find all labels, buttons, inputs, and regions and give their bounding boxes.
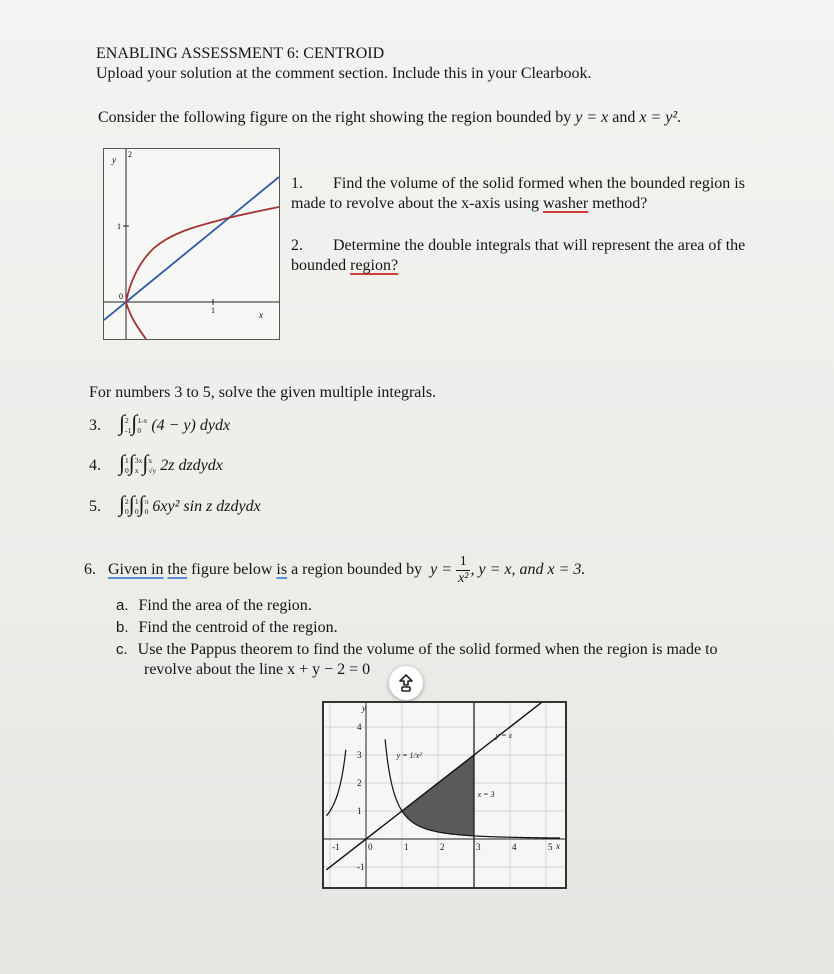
q6-fraction <box>456 554 470 587</box>
intro-end: . <box>677 109 682 126</box>
q6a-label: a. <box>116 597 129 614</box>
q1-washer-word: washer <box>542 195 589 212</box>
figure1-graph <box>104 149 279 339</box>
question-1-line2 <box>291 195 647 213</box>
fig2-curve-label: y = 1/x² <box>396 750 422 760</box>
fig1-y-label: y <box>112 155 116 165</box>
figure2-graph <box>324 703 565 887</box>
q1-text-line1: Find the volume of the solid formed when the bounded region is <box>333 175 745 192</box>
fig1-x-label: x <box>259 310 263 320</box>
fig1-tick-x1-label: 1 <box>211 306 215 315</box>
figure-region-yx-xy2 <box>103 148 280 340</box>
q6-number: 6. <box>84 561 96 578</box>
share-upload-icon <box>396 673 416 693</box>
q6-rest: , y = x, and x = 3. <box>470 561 586 578</box>
fig2-x-tick-label: 4 <box>512 842 517 852</box>
p5-middle-lower: 0 <box>134 507 139 517</box>
fig2-y-tick-label: -1 <box>357 862 365 872</box>
intro-lead: Consider the following figure on the right showing the region bounded by <box>98 109 572 126</box>
fig1-origin-label: 0 <box>119 292 123 301</box>
q6c-label: c. <box>116 641 128 658</box>
fig2-x-axis-label: x <box>556 841 560 851</box>
fig1-curve-upper <box>126 207 279 302</box>
intro-eq1: y = x <box>575 109 609 126</box>
p3-outer-upper: 2 <box>125 416 129 426</box>
q6a-text: Find the area of the region. <box>138 597 312 614</box>
problem-5: 5. ∫ 2 0 ∫ 1 0 ∫ π 0 6xy² sin z dzdydx <box>89 491 261 517</box>
p5-integrand: 6xy² sin z dzdydx <box>152 498 261 515</box>
fig2-x-tick-label: -1 <box>332 842 340 852</box>
q6b-label: b. <box>116 619 129 636</box>
q6-part-a <box>116 597 312 615</box>
p4-middle-upper: 3x <box>134 456 143 466</box>
fig2-line-label: y = x <box>495 731 513 741</box>
p3-inner-lower: 0 <box>137 426 142 436</box>
q2-region-word: region? <box>350 257 399 274</box>
q6-figure-below: figure below <box>191 561 273 578</box>
p4-outer-upper: 1 <box>125 456 129 466</box>
p4-middle-lower: x <box>134 466 139 476</box>
fig2-vline-label: x = 3 <box>477 790 495 799</box>
intro-sentence <box>98 109 681 127</box>
fig1-tick-y2-label: 2 <box>128 150 132 159</box>
p3-inner-upper: 1-x <box>137 416 148 426</box>
question-6 <box>84 553 585 587</box>
q6-y-eq: y = <box>430 561 453 578</box>
fig2-x-tick-label: 0 <box>368 842 373 852</box>
fig2-x-tick-label: 3 <box>476 842 481 852</box>
fig2-y-tick-label: 4 <box>357 722 362 732</box>
assessment-title: ENABLING ASSESSMENT 6: CENTROID <box>96 45 385 62</box>
q2-text-line1: Determine the double integrals that will represent the area of the <box>333 237 746 254</box>
q6-frac-den: x² <box>458 570 469 586</box>
q1-text-line2: made to revolve about the x-axis using <box>291 195 539 212</box>
problem-4: 4. ∫ 1 0 ∫ 3x x ∫ x √y 2z dzdydx <box>89 450 223 476</box>
question-2-line1 <box>291 237 745 255</box>
fig2-y-tick-label: 2 <box>357 778 362 788</box>
q2-number: 2. <box>291 237 303 254</box>
p4-inner-upper: x <box>148 456 153 466</box>
p5-outer-lower: 0 <box>125 507 129 517</box>
share-upload-button[interactable] <box>389 666 423 700</box>
q6-part-b <box>116 619 338 637</box>
problem-3: 3. ∫ 2 -1 ∫ 1-x 0 (4 − y) dydx <box>89 410 231 436</box>
p3-number: 3. <box>89 417 101 434</box>
intro-conj: and <box>612 109 636 126</box>
upload-instruction: Upload your solution at the comment section. Include this in your Clearbook. <box>96 65 592 82</box>
q1-text-line2-end: method? <box>592 195 648 212</box>
fig1-line-y-eq-x <box>104 177 279 320</box>
p4-integrand: 2z dzdydx <box>160 457 223 474</box>
p4-outer-lower: 0 <box>125 466 129 476</box>
question-2-line2 <box>291 257 398 275</box>
q6c-line1: Use the Pappus theorem to find the volume of the solid formed when the region is made to <box>137 641 718 658</box>
p5-number: 5. <box>89 498 101 515</box>
q6-bounded-by: a region bounded by <box>291 561 423 578</box>
fig2-x-tick-label: 2 <box>440 842 445 852</box>
fig2-x-tick-label: 1 <box>404 842 409 852</box>
p3-integrand: (4 − y) dydx <box>151 417 231 434</box>
q1-number: 1. <box>291 175 303 192</box>
q6-given-in: Given in <box>108 561 164 578</box>
q6-the: the <box>167 561 188 578</box>
fig2-x-tick-label: 5 <box>548 842 553 852</box>
multiple-integrals-heading: For numbers 3 to 5, solve the given multiple integrals. <box>89 384 437 401</box>
q6-frac-num: 1 <box>456 554 470 571</box>
q6c-line2: revolve about the line x + y − 2 = 0 <box>144 661 371 678</box>
p5-inner-upper: π <box>144 497 149 507</box>
q2-text-line2: bounded <box>291 257 347 274</box>
fig2-y-tick-label: 1 <box>357 806 362 816</box>
q6b-text: Find the centroid of the region. <box>138 619 338 636</box>
p4-number: 4. <box>89 457 101 474</box>
q6-is: is <box>276 561 288 578</box>
q6-part-c <box>116 641 718 659</box>
p3-outer-lower: -1 <box>125 426 132 436</box>
fig2-y-tick-label: 3 <box>357 750 362 760</box>
fig1-curve-lower <box>126 302 146 339</box>
figure-region-1-over-x2 <box>322 701 567 889</box>
p4-inner-lower: √y <box>148 466 157 476</box>
p5-middle-upper: 1 <box>134 497 139 507</box>
fig2-y-axis-label: y <box>362 703 366 713</box>
p5-inner-lower: 0 <box>144 507 149 517</box>
p5-outer-upper: 2 <box>125 497 129 507</box>
question-1-line1 <box>291 175 745 193</box>
fig1-tick-y1-label: 1 <box>117 222 121 231</box>
intro-eq2: x = y² <box>639 109 678 126</box>
